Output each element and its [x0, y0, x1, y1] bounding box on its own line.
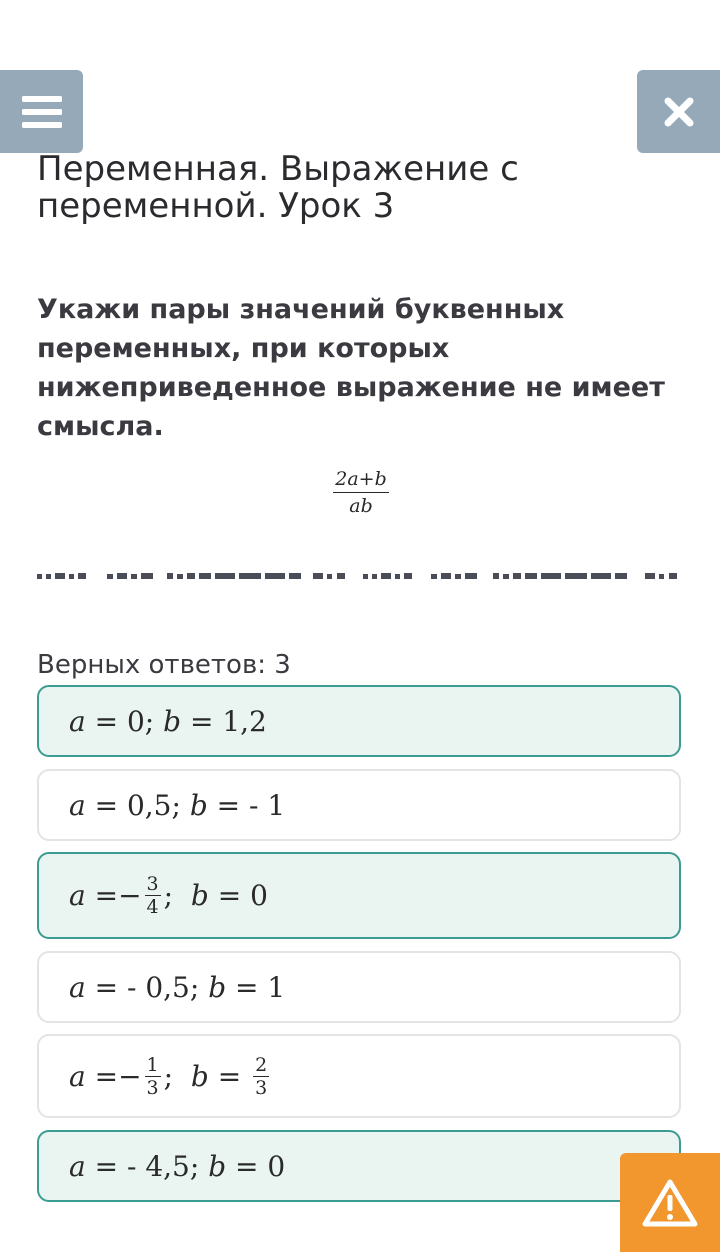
report-problem-button[interactable]	[620, 1153, 720, 1252]
answer-option-5[interactable]	[37, 1034, 681, 1118]
page-title: Переменная. Выражение с переменной. Урок 3	[37, 149, 519, 226]
correct-answers-count: Верных ответов: 3	[37, 650, 291, 680]
warning-icon	[642, 1178, 698, 1228]
answer-option-6[interactable]	[37, 1130, 681, 1202]
expression-denominator: ab	[349, 495, 373, 517]
option-3-text: a = − $\frac{3}{4}$ ; b = 0	[69, 873, 268, 918]
option-5-text: a = − $\frac{1}{3}$ ; b = $\frac{2}{3}$	[69, 1053, 268, 1099]
answer-option-4[interactable]	[37, 951, 681, 1023]
math-expression	[330, 468, 392, 517]
option-4-text: a = - 0,5; b = 1	[69, 970, 286, 1004]
answer-option-2[interactable]	[37, 769, 681, 841]
question-text: Укажи пары значений буквенных переменных, при которых нижеприведенное выражение не имеет смысла.	[37, 294, 665, 442]
decorative-dashed-divider	[37, 573, 681, 581]
hamburger-menu-icon	[22, 96, 62, 128]
close-button[interactable]	[637, 70, 720, 153]
option-1-text: a = 0; b = 1,2	[69, 704, 267, 738]
answer-option-3[interactable]	[37, 852, 681, 939]
answer-option-1[interactable]	[37, 685, 681, 757]
menu-button[interactable]	[0, 70, 83, 153]
option-2-text: a = 0,5; b = - 1	[69, 788, 286, 822]
option-6-text: a = - 4,5; b = 0	[69, 1149, 286, 1183]
expression-numerator: 2a+b	[333, 468, 389, 493]
close-icon	[664, 97, 694, 127]
